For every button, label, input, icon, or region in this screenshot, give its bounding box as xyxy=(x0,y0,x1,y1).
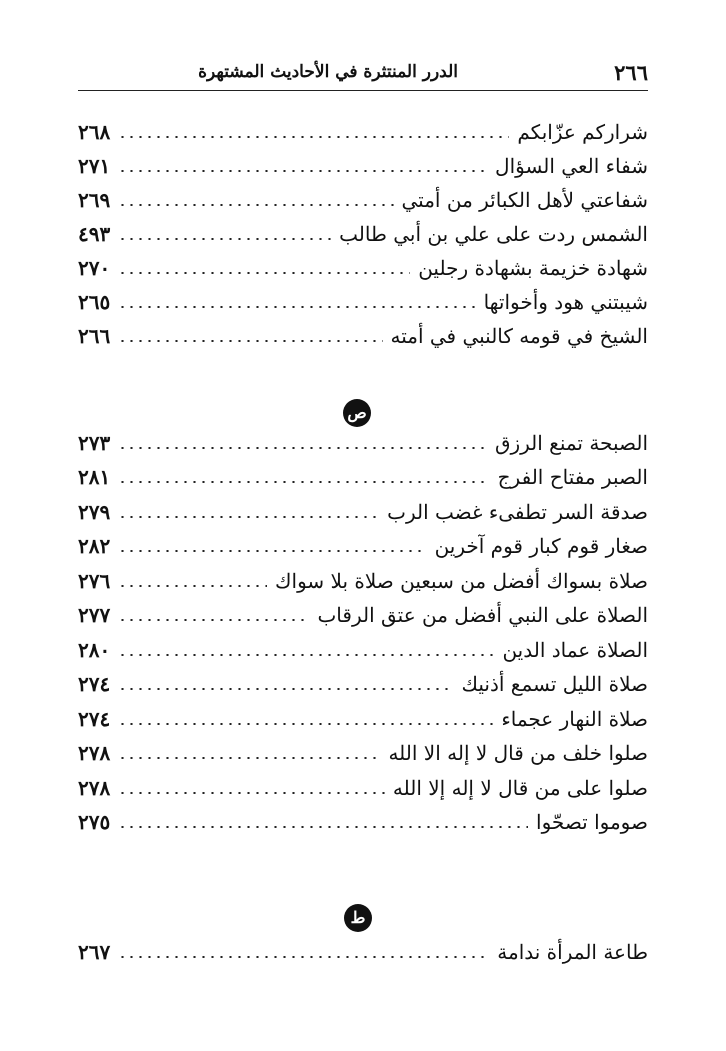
dot-leader xyxy=(118,306,476,308)
entry-title: صلوا على من قال لا إله إلا الله xyxy=(392,776,648,800)
entry-page: ٢٧٦ xyxy=(78,569,111,593)
running-header xyxy=(78,56,648,91)
entry-title: الصلاة عماد الدين xyxy=(502,638,648,662)
entry-title: صغار قوم كبار قوم آخرين xyxy=(434,534,648,558)
entry-title: صلاة النهار عجماء xyxy=(501,707,648,731)
index-entry xyxy=(78,596,648,630)
entry-title: شهادة خزيمة بشهادة رجلين xyxy=(418,256,648,280)
dot-leader xyxy=(118,272,410,274)
entry-page: ٢٧٨ xyxy=(78,776,111,800)
entry-title: الشمس ردت على علي بن أبي طالب xyxy=(339,222,648,246)
page-number: ٢٦٦ xyxy=(614,60,648,85)
dot-leader xyxy=(118,757,380,759)
dot-leader xyxy=(118,619,309,621)
dot-leader xyxy=(118,826,528,828)
entry-page: ٢٦٨ xyxy=(78,120,111,144)
dot-leader xyxy=(118,688,454,690)
index-entry xyxy=(78,283,648,317)
dot-leader xyxy=(118,204,394,206)
entry-title: صلوا خلف من قال لا إله الا الله xyxy=(388,741,648,765)
index-entry xyxy=(78,734,648,768)
entry-title: صوموا تصحّوا xyxy=(536,810,648,834)
index-entry xyxy=(78,562,648,596)
entry-page: ٢٦٥ xyxy=(78,290,111,314)
dot-leader xyxy=(118,550,427,552)
index-entry xyxy=(78,769,648,803)
dot-leader xyxy=(118,136,509,138)
entry-page: ٢٧٠ xyxy=(78,256,111,280)
index-entry xyxy=(78,317,648,351)
entry-page: ٢٨٠ xyxy=(78,638,111,662)
entry-title: شفاعتي لأهل الكبائر من أمتي xyxy=(401,188,648,212)
index-entry xyxy=(78,113,648,147)
book-title: الدرر المنتثرة في الأحاديث المشتهرة xyxy=(198,62,458,82)
section-letter-badge: ط xyxy=(344,904,372,932)
index-entry xyxy=(78,933,648,967)
entry-page: ٢٨١ xyxy=(78,465,111,489)
entry-title: صلاة بسواك أفضل من سبعين صلاة بلا سواك xyxy=(275,569,648,593)
dot-leader xyxy=(118,481,490,483)
index-entry xyxy=(78,249,648,283)
entry-title: الصبحة تمنع الرزق xyxy=(494,431,648,455)
index-entry xyxy=(78,665,648,699)
entry-title: صدقة السر تطفىء غضب الرب xyxy=(387,500,648,524)
index-entry xyxy=(78,424,648,458)
dot-leader xyxy=(118,516,379,518)
index-entry xyxy=(78,215,648,249)
dot-leader xyxy=(118,792,385,794)
dot-leader xyxy=(118,723,493,725)
entry-page: ٢٧٨ xyxy=(78,741,111,765)
entry-title: الشيخ في قومه كالنبي في أمته xyxy=(390,324,648,348)
entry-title: شراركم عزّابكم xyxy=(517,120,648,144)
entry-page: ٢٧٧ xyxy=(78,603,111,627)
index-entry xyxy=(78,803,648,837)
index-entry xyxy=(78,700,648,734)
index-entry xyxy=(78,181,648,215)
section-letter-badge: ص xyxy=(343,399,371,427)
entry-page: ٢٧٥ xyxy=(78,810,111,834)
entry-page: ٢٧١ xyxy=(78,154,111,178)
dot-leader xyxy=(118,340,383,342)
entry-page: ٢٧٩ xyxy=(78,500,111,524)
entry-page: ٢٨٢ xyxy=(78,534,111,558)
index-entry xyxy=(78,147,648,181)
index-entry xyxy=(78,527,648,561)
entry-title: طاعة المرأة ندامة xyxy=(497,940,648,964)
index-entry xyxy=(78,631,648,665)
dot-leader xyxy=(118,447,487,449)
dot-leader xyxy=(118,654,494,656)
dot-leader xyxy=(118,956,489,958)
entry-page: ٢٧٤ xyxy=(78,672,111,696)
entry-page: ٤٩٣ xyxy=(78,222,111,246)
dot-leader xyxy=(118,170,487,172)
dot-leader xyxy=(118,585,267,587)
entry-title: شيبتني هود وأخواتها xyxy=(483,290,648,314)
entry-page: ٢٦٦ xyxy=(78,324,111,348)
entry-page: ٢٧٤ xyxy=(78,707,111,731)
entry-title: الصلاة على النبي أفضل من عتق الرقاب xyxy=(317,603,648,627)
entry-title: صلاة الليل تسمع أذنيك xyxy=(461,672,648,696)
entry-page: ٢٦٧ xyxy=(78,940,111,964)
index-entry xyxy=(78,458,648,492)
entry-title: الصبر مفتاح الفرج xyxy=(497,465,648,489)
index-entry xyxy=(78,493,648,527)
dot-leader xyxy=(118,238,331,240)
entry-page: ٢٦٩ xyxy=(78,188,111,212)
entry-page: ٢٧٣ xyxy=(78,431,111,455)
entry-title: شفاء العي السؤال xyxy=(495,154,648,178)
